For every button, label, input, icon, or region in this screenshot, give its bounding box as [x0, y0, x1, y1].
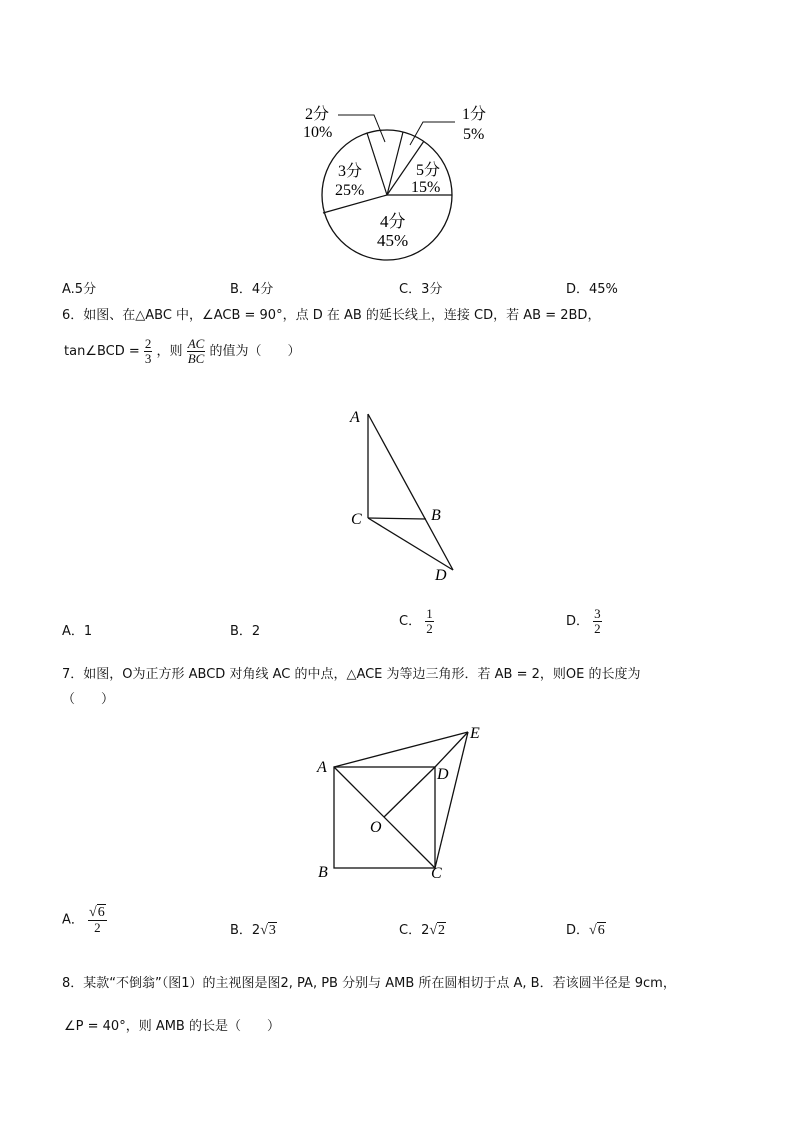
q6-point-d-label: D	[435, 567, 447, 584]
q5-option-d[interactable]: D．45%	[566, 282, 618, 297]
q6-point-c-label: C	[351, 511, 362, 528]
q6-stem-line2	[64, 337, 300, 366]
pie-value-1fen: 5%	[463, 126, 485, 143]
q6-ratio-fraction: $\frac{AC}{BC}$	[187, 336, 205, 366]
pie-chart-figure	[290, 100, 490, 270]
pie-label-5fen: 5分	[416, 162, 441, 179]
q7-point-o-label: O	[370, 819, 382, 836]
q7-segment-de	[435, 732, 468, 767]
q7-segment-ce	[435, 732, 468, 868]
q6-triangle-figure	[340, 400, 470, 590]
pie-leader-1fen	[410, 122, 455, 145]
q7-point-b-label: B	[318, 864, 328, 881]
q5-option-b[interactable]: B．4分	[230, 282, 274, 297]
pie-value-3fen: 25%	[335, 182, 365, 199]
q6-segment-cb	[368, 518, 426, 519]
q6-option-b[interactable]: B．2	[230, 624, 261, 639]
q6-option-a[interactable]: A．1	[62, 624, 93, 639]
q7-option-d[interactable]: D．√6	[566, 923, 605, 938]
q8-stem-line1: 8．某款“不倒翁”（图1）的主视图是图2, PA, PB 分别与 AMB 所在圆相切于点 A, B．若该圆半径是 9cm，	[62, 976, 676, 991]
q7-point-a-label: A	[317, 759, 327, 776]
q7-stem-line2: （ ）	[62, 692, 115, 707]
q6-point-b-label: B	[431, 507, 441, 524]
q7-option-c[interactable]: C．2√2	[399, 923, 446, 938]
pie-value-2fen: 10%	[303, 124, 333, 141]
pie-divider-top-left	[367, 133, 387, 195]
q6-then: ，则	[156, 344, 183, 359]
q8-stem-line2: ∠P = 40°，则 AMB 的长是（ ）	[64, 1019, 280, 1034]
q7-option-a[interactable]: A． $\frac{√6}{2}$	[62, 905, 105, 935]
q6-question-tail: 的值为（ ）	[209, 344, 301, 359]
q5-option-c[interactable]: C．3分	[399, 282, 443, 297]
q7-square-figure	[310, 720, 490, 890]
pie-leader-2fen	[338, 115, 385, 142]
q7-option-b[interactable]: B．2√3	[230, 923, 276, 938]
q6-option-c[interactable]: C． $\frac{1}{2}$	[399, 606, 433, 636]
pie-divider-upper-right	[387, 132, 403, 195]
pie-label-1fen: 1分	[462, 106, 487, 123]
pie-value-4fen: 45%	[377, 231, 409, 250]
q6-tan-fraction: $\frac{2}{3}$	[144, 336, 152, 366]
q7-segment-od	[384, 767, 435, 817]
q5-option-a[interactable]: A.5分	[62, 282, 97, 297]
pie-label-4fen: 4分	[380, 212, 406, 231]
q7-point-c-label: C	[431, 865, 442, 882]
q6-segment-cd	[368, 518, 453, 570]
q6-tan-expr: tan∠BCD =	[64, 344, 140, 359]
pie-label-3fen: 3分	[338, 163, 363, 180]
q7-stem-line1: 7．如图，O为正方形 ABCD 对角线 AC 的中点，△ACE 为等边三角形．若 AB = 2，则OE 的长度为	[62, 667, 641, 682]
q6-point-a-label: A	[350, 409, 360, 426]
q7-point-d-label: D	[437, 766, 449, 783]
q7-segment-ae	[334, 732, 468, 767]
pie-value-5fen: 15%	[411, 179, 441, 196]
pie-label-2fen: 2分	[305, 106, 330, 123]
q6-option-d[interactable]: D． $\frac{3}{2}$	[566, 606, 601, 636]
q7-point-e-label: E	[470, 725, 480, 742]
q6-segment-ad	[368, 414, 453, 570]
q6-stem-line1: 6．如图、在△ABC 中，∠ACB = 90°，点 D 在 AB 的延长线上，连接 CD，若 AB = 2BD，	[62, 308, 601, 323]
